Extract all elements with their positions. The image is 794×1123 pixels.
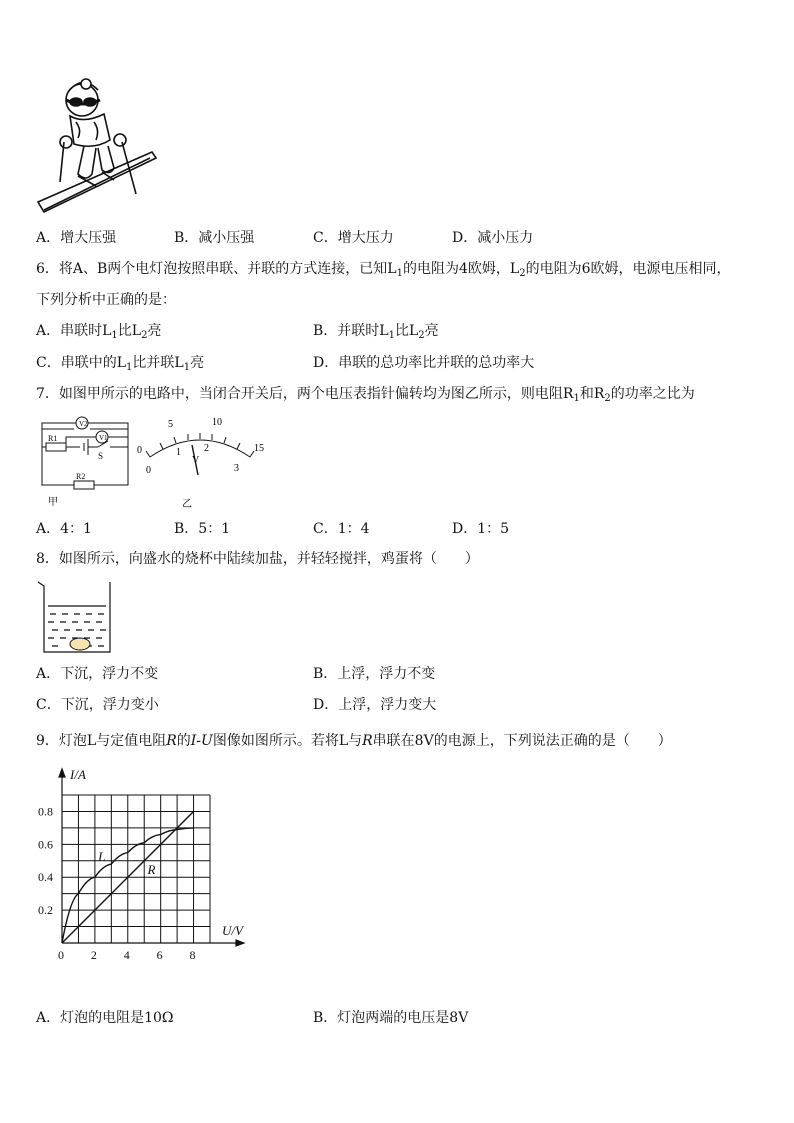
q7-stem: 7．如图甲所示的电路中，当闭合开关后，两个电压表指针偏转均为图乙所示，则电阻$R_1$和$R_2$的功率之比为	[36, 386, 695, 404]
q5-option-a[interactable]: A．增大压强	[36, 230, 117, 246]
series-L-label: L	[98, 848, 106, 864]
q9-stem: 9．灯泡L与定值电阻R的I-U图像如图所示。若将L与R串联在8V的电源上，下列说法正确的是（ ）	[36, 733, 672, 749]
q8-option-d[interactable]: D．上浮，浮力变大	[313, 697, 437, 713]
y-axis-arrow	[59, 769, 65, 777]
q7-option-b[interactable]: B．5：1	[174, 521, 231, 537]
q7-option-a[interactable]: A．4：1	[36, 521, 92, 537]
q5-option-d[interactable]: D．减小压力	[452, 230, 534, 246]
v2-label: V2	[79, 420, 88, 428]
q9-option-b[interactable]: B．灯泡两端的电压是8V	[313, 1010, 469, 1026]
q6-option-d[interactable]: D．串联的总功率比并联的总功率大	[313, 355, 535, 371]
bottom-tick-1: 1	[176, 447, 181, 458]
egg-icon	[70, 638, 90, 650]
q6-option-b[interactable]: B．并联时$L_1$比$L_2$亮	[313, 323, 439, 341]
bottom-tick-3: 3	[234, 463, 239, 474]
y-tick-label: 0.2	[38, 903, 53, 918]
q8-stem: 8．如图所示，向盛水的烧杯中陆续加盐，并轻轻搅拌，鸡蛋将（ ）	[36, 551, 479, 567]
y-tick-label: 0.8	[38, 804, 53, 819]
v1-label: V1	[99, 434, 108, 442]
chart-labels	[38, 767, 245, 962]
meter-caption: 乙	[182, 499, 192, 509]
y-tick-label: 0.4	[38, 870, 53, 885]
y-axis-label: I/A	[70, 767, 86, 782]
r1-label: R1	[48, 434, 58, 443]
unit-label: V	[192, 455, 200, 466]
q7-voltmeter-dial	[134, 411, 266, 509]
q8-beaker-figure	[36, 578, 118, 656]
top-tick-0: 0	[137, 445, 142, 456]
chart-axes	[59, 769, 244, 946]
q6-option-c[interactable]: C．串联中的$L_1$比并联$L_1$亮	[36, 355, 205, 373]
q5-option-b[interactable]: B．减小压强	[174, 230, 255, 246]
q8-option-a[interactable]: A．下沉，浮力不变	[36, 666, 159, 682]
q9-option-a[interactable]: A．灯泡的电阻是10Ω	[36, 1010, 174, 1026]
q6-option-a[interactable]: A．串联时$L_1$比$L_2$亮	[36, 323, 162, 341]
switch-label: S	[98, 451, 104, 461]
q5-option-c[interactable]: C．增大压力	[313, 230, 394, 246]
top-tick-15: 15	[254, 443, 264, 454]
q7-circuit-diagram	[36, 411, 134, 509]
x-tick-label: 8	[189, 948, 196, 962]
y-tick-label: 0.6	[38, 837, 53, 852]
series-R-label: R	[147, 861, 156, 877]
bottom-tick-2: 2	[204, 443, 209, 454]
q8-option-c[interactable]: C．下沉，浮力变小	[36, 697, 159, 713]
x-tick-label: 2	[90, 948, 97, 962]
r2-label: R2	[76, 472, 86, 481]
x-tick-label: 6	[156, 948, 163, 962]
top-tick-5: 5	[168, 419, 173, 430]
q6-stem-line2: 下列分析中正确的是：	[36, 292, 176, 308]
q8-option-b[interactable]: B．上浮，浮力不变	[313, 666, 436, 682]
x-axis-label: U/V	[222, 923, 243, 938]
x-tick-label: 0	[58, 948, 64, 962]
x-tick-label: 4	[123, 948, 130, 962]
q7-option-c[interactable]: C．1：4	[313, 521, 370, 537]
bottom-tick-0: 0	[146, 465, 151, 476]
top-tick-10: 10	[212, 417, 222, 428]
q6-stem-line1: 6．将A、B两个电灯泡按照串联、并联的方式连接，已知$L_1$的电阻为4欧姆，$L_2$的电阻为6欧姆，电源电压相同，	[36, 261, 731, 279]
skier-figure	[34, 78, 160, 218]
x-axis-arrow	[236, 940, 244, 946]
q7-option-d[interactable]: D．1：5	[452, 521, 510, 537]
iu-chart	[36, 762, 256, 970]
circuit-caption: 甲	[48, 497, 58, 508]
